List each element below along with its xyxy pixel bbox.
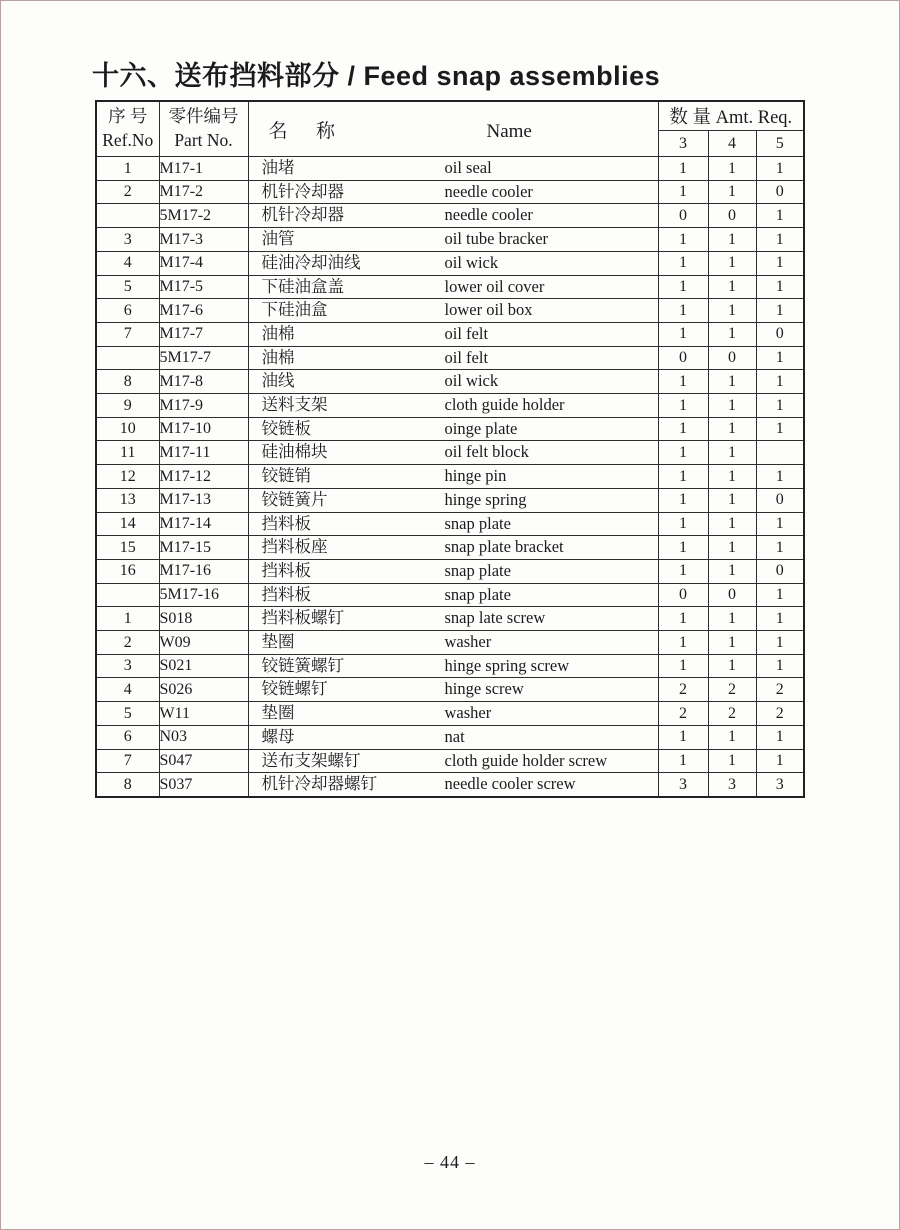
name-chinese: 送料支架 xyxy=(261,395,328,415)
qty-5-cell: 1 xyxy=(756,631,804,655)
header-size-5: 5 xyxy=(756,131,804,157)
part-no-cell: 5M17-16 xyxy=(159,583,248,607)
name-english: snap late screw xyxy=(444,608,546,628)
part-no-cell: S037 xyxy=(159,773,248,797)
ref-no-cell: 6 xyxy=(96,725,159,749)
part-no-cell: M17-12 xyxy=(159,465,248,489)
ref-no-cell: 2 xyxy=(96,631,159,655)
qty-4-cell: 1 xyxy=(708,417,756,441)
ref-no-cell: 16 xyxy=(96,559,159,583)
ref-no-cell: 7 xyxy=(96,322,159,346)
name-english: hinge spring screw xyxy=(444,655,570,675)
header-size-3: 3 xyxy=(658,131,708,157)
qty-3-cell: 1 xyxy=(658,725,708,749)
name-cell xyxy=(248,654,658,678)
page-title: 十六、送布挡料部分 / Feed snap assemblies xyxy=(92,61,661,91)
name-cell xyxy=(248,204,658,228)
table-row xyxy=(96,678,804,702)
qty-4-cell: 0 xyxy=(708,346,756,370)
table-row xyxy=(96,702,804,726)
ref-no-cell: 11 xyxy=(96,441,159,465)
name-chinese: 油堵 xyxy=(261,158,295,177)
name-english: hinge pin xyxy=(444,466,507,486)
ref-no-cell: 2 xyxy=(96,180,159,204)
name-cell xyxy=(248,583,658,607)
part-no-cell: M17-9 xyxy=(159,394,248,418)
qty-5-cell: 0 xyxy=(756,180,804,204)
name-chinese: 铰链螺钉 xyxy=(261,679,328,699)
name-english: washer xyxy=(444,632,492,652)
qty-3-cell: 1 xyxy=(658,370,708,394)
part-no-cell: M17-2 xyxy=(159,180,248,204)
name-cell xyxy=(248,180,658,204)
parts-table-body xyxy=(96,157,804,797)
part-no-cell: M17-5 xyxy=(159,275,248,299)
qty-5-cell: 0 xyxy=(756,559,804,583)
ref-no-cell: 8 xyxy=(96,773,159,797)
qty-3-cell: 1 xyxy=(658,322,708,346)
name-english: hinge spring xyxy=(444,489,527,509)
name-cell xyxy=(248,299,658,323)
page-number: – 44 – xyxy=(424,1152,476,1172)
ref-no-cell xyxy=(96,204,159,228)
name-cell xyxy=(248,678,658,702)
part-no-cell: M17-4 xyxy=(159,251,248,275)
name-english: snap plate xyxy=(444,584,511,604)
qty-5-cell: 1 xyxy=(756,417,804,441)
qty-5-cell: 1 xyxy=(756,465,804,489)
qty-5-cell: 0 xyxy=(756,322,804,346)
name-cell xyxy=(248,749,658,773)
header-name-cn: 名 称 xyxy=(268,120,336,142)
ref-no-cell xyxy=(96,346,159,370)
ref-no-cell: 15 xyxy=(96,536,159,560)
qty-4-cell: 0 xyxy=(708,204,756,228)
part-no-cell: M17-3 xyxy=(159,228,248,252)
qty-5-cell: 1 xyxy=(756,299,804,323)
name-cell xyxy=(248,536,658,560)
name-chinese: 送布支架螺钉 xyxy=(261,750,361,770)
qty-5-cell: 1 xyxy=(756,346,804,370)
name-english: washer xyxy=(444,703,492,723)
ref-no-cell: 10 xyxy=(96,417,159,441)
table-row xyxy=(96,251,804,275)
part-no-cell: S021 xyxy=(159,654,248,678)
name-chinese: 挡料板座 xyxy=(261,537,328,557)
name-cell xyxy=(248,773,658,797)
qty-4-cell: 1 xyxy=(708,607,756,631)
name-english: snap plate xyxy=(444,513,511,533)
header-part-no xyxy=(159,101,248,157)
name-cell xyxy=(248,251,658,275)
qty-4-cell: 3 xyxy=(708,773,756,797)
header-amt-req: 数 量 Amt. Req. xyxy=(658,101,804,131)
qty-3-cell: 1 xyxy=(658,465,708,489)
qty-5-cell: 1 xyxy=(756,157,804,181)
name-chinese: 机针冷却器 xyxy=(261,205,344,225)
ref-no-cell: 1 xyxy=(96,607,159,631)
qty-5-cell xyxy=(756,441,804,465)
name-chinese: 铰链簧片 xyxy=(261,489,328,509)
part-no-cell: M17-6 xyxy=(159,299,248,323)
part-no-cell: N03 xyxy=(159,725,248,749)
name-chinese: 油棉 xyxy=(261,347,295,367)
name-chinese: 铰链销 xyxy=(261,466,311,486)
qty-3-cell: 1 xyxy=(658,228,708,252)
parts-table xyxy=(95,100,805,798)
parts-table-header xyxy=(96,101,804,157)
ref-no-cell: 5 xyxy=(96,275,159,299)
qty-4-cell: 1 xyxy=(708,322,756,346)
qty-4-cell: 1 xyxy=(708,157,756,181)
name-cell xyxy=(248,228,658,252)
qty-4-cell: 1 xyxy=(708,488,756,512)
part-no-cell: 5M17-7 xyxy=(159,346,248,370)
name-english: lower oil cover xyxy=(444,276,545,296)
name-chinese: 油管 xyxy=(261,229,295,249)
qty-4-cell: 0 xyxy=(708,583,756,607)
qty-3-cell: 1 xyxy=(658,417,708,441)
ref-no-cell: 6 xyxy=(96,299,159,323)
header-part-en: Part No. xyxy=(174,130,233,150)
part-no-cell: M17-1 xyxy=(159,157,248,181)
table-row xyxy=(96,346,804,370)
name-english: oil tube bracker xyxy=(444,229,549,249)
qty-4-cell: 1 xyxy=(708,749,756,773)
qty-3-cell: 1 xyxy=(658,607,708,631)
qty-4-cell: 2 xyxy=(708,702,756,726)
table-row xyxy=(96,559,804,583)
part-no-cell: M17-8 xyxy=(159,370,248,394)
ref-no-cell xyxy=(96,583,159,607)
name-english: hinge screw xyxy=(444,679,524,699)
qty-3-cell: 1 xyxy=(658,749,708,773)
name-chinese: 下硅油盒 xyxy=(261,300,328,320)
qty-4-cell: 1 xyxy=(708,228,756,252)
qty-5-cell: 1 xyxy=(756,536,804,560)
qty-5-cell: 1 xyxy=(756,204,804,228)
name-chinese: 挡料板 xyxy=(261,513,311,533)
name-chinese: 垫圈 xyxy=(261,632,295,652)
ref-no-cell: 4 xyxy=(96,251,159,275)
header-ref-cn: 序 号 xyxy=(108,106,148,127)
name-cell xyxy=(248,702,658,726)
name-chinese: 油棉 xyxy=(261,323,295,343)
part-no-cell: S018 xyxy=(159,607,248,631)
ref-no-cell: 3 xyxy=(96,654,159,678)
name-english: oil felt xyxy=(444,323,489,343)
name-english: needle cooler screw xyxy=(444,774,576,794)
qty-5-cell: 0 xyxy=(756,488,804,512)
ref-no-cell: 8 xyxy=(96,370,159,394)
qty-4-cell: 1 xyxy=(708,465,756,489)
part-no-cell: M17-16 xyxy=(159,559,248,583)
qty-3-cell: 1 xyxy=(658,251,708,275)
name-english: snap plate xyxy=(444,560,511,580)
qty-3-cell: 1 xyxy=(658,536,708,560)
ref-no-cell: 14 xyxy=(96,512,159,536)
qty-5-cell: 1 xyxy=(756,654,804,678)
ref-no-cell: 1 xyxy=(96,157,159,181)
name-chinese: 油线 xyxy=(261,371,295,391)
table-row xyxy=(96,583,804,607)
qty-3-cell: 1 xyxy=(658,275,708,299)
name-english: cloth guide holder xyxy=(444,395,565,415)
table-row xyxy=(96,370,804,394)
name-english: oil wick xyxy=(444,252,499,272)
part-no-cell: M17-11 xyxy=(159,441,248,465)
name-english: oinge plate xyxy=(444,418,518,438)
ref-no-cell: 13 xyxy=(96,488,159,512)
ref-no-cell: 4 xyxy=(96,678,159,702)
header-name xyxy=(248,101,658,157)
name-english: needle cooler xyxy=(444,181,533,201)
name-cell xyxy=(248,559,658,583)
table-row xyxy=(96,204,804,228)
header-part-cn: 零件编号 xyxy=(168,106,239,127)
qty-4-cell: 1 xyxy=(708,180,756,204)
qty-5-cell: 2 xyxy=(756,702,804,726)
name-chinese: 硅油冷却油线 xyxy=(261,252,361,272)
qty-4-cell: 1 xyxy=(708,441,756,465)
qty-3-cell: 1 xyxy=(658,180,708,204)
name-english: oil felt xyxy=(444,347,489,367)
qty-4-cell: 1 xyxy=(708,631,756,655)
ref-no-cell: 9 xyxy=(96,394,159,418)
qty-4-cell: 1 xyxy=(708,275,756,299)
qty-5-cell: 3 xyxy=(756,773,804,797)
qty-3-cell: 0 xyxy=(658,204,708,228)
qty-4-cell: 1 xyxy=(708,512,756,536)
table-row xyxy=(96,275,804,299)
ref-no-cell: 3 xyxy=(96,228,159,252)
table-row xyxy=(96,512,804,536)
name-cell xyxy=(248,370,658,394)
table-row xyxy=(96,773,804,797)
header-name-en: Name xyxy=(486,120,532,142)
qty-5-cell: 1 xyxy=(756,251,804,275)
name-english: lower oil box xyxy=(444,300,533,320)
name-cell xyxy=(248,322,658,346)
name-english: oil seal xyxy=(444,158,492,177)
qty-4-cell: 1 xyxy=(708,536,756,560)
table-row xyxy=(96,157,804,181)
qty-5-cell: 1 xyxy=(756,583,804,607)
qty-5-cell: 1 xyxy=(756,725,804,749)
qty-3-cell: 2 xyxy=(658,678,708,702)
qty-3-cell: 0 xyxy=(658,346,708,370)
header-ref-no xyxy=(96,101,159,157)
header-ref-en: Ref.No xyxy=(102,130,154,150)
name-chinese: 硅油棉块 xyxy=(261,442,328,462)
qty-4-cell: 1 xyxy=(708,559,756,583)
qty-3-cell: 1 xyxy=(658,441,708,465)
qty-5-cell: 1 xyxy=(756,370,804,394)
part-no-cell: S026 xyxy=(159,678,248,702)
name-cell xyxy=(248,512,658,536)
table-row xyxy=(96,631,804,655)
name-cell xyxy=(248,394,658,418)
qty-4-cell: 1 xyxy=(708,251,756,275)
qty-5-cell: 1 xyxy=(756,228,804,252)
qty-4-cell: 1 xyxy=(708,725,756,749)
name-cell xyxy=(248,465,658,489)
qty-5-cell: 1 xyxy=(756,394,804,418)
name-chinese: 机针冷却器螺钉 xyxy=(261,774,377,794)
table-row xyxy=(96,607,804,631)
name-cell xyxy=(248,725,658,749)
qty-5-cell: 1 xyxy=(756,607,804,631)
ref-no-cell: 7 xyxy=(96,749,159,773)
part-no-cell: W09 xyxy=(159,631,248,655)
table-row xyxy=(96,488,804,512)
name-chinese: 垫圈 xyxy=(261,703,295,723)
qty-5-cell: 1 xyxy=(756,749,804,773)
part-no-cell: 5M17-2 xyxy=(159,204,248,228)
table-row xyxy=(96,394,804,418)
name-chinese: 铰链簧螺钉 xyxy=(261,655,344,675)
part-no-cell: M17-14 xyxy=(159,512,248,536)
name-cell xyxy=(248,275,658,299)
name-english: cloth guide holder screw xyxy=(444,750,608,770)
ref-no-cell: 5 xyxy=(96,702,159,726)
table-row xyxy=(96,322,804,346)
table-row xyxy=(96,441,804,465)
table-row xyxy=(96,536,804,560)
table-row xyxy=(96,299,804,323)
table-row xyxy=(96,465,804,489)
part-no-cell: M17-13 xyxy=(159,488,248,512)
ref-no-cell: 12 xyxy=(96,465,159,489)
part-no-cell: M17-15 xyxy=(159,536,248,560)
qty-3-cell: 1 xyxy=(658,559,708,583)
name-chinese: 挡料板 xyxy=(261,560,311,580)
qty-5-cell: 1 xyxy=(756,512,804,536)
name-chinese: 铰链板 xyxy=(261,418,311,438)
name-cell xyxy=(248,157,658,181)
qty-4-cell: 1 xyxy=(708,299,756,323)
qty-3-cell: 2 xyxy=(658,702,708,726)
table-row xyxy=(96,725,804,749)
name-english: snap plate bracket xyxy=(444,537,564,557)
name-chinese: 下硅油盒盖 xyxy=(261,276,344,296)
part-no-cell: S047 xyxy=(159,749,248,773)
qty-3-cell: 1 xyxy=(658,488,708,512)
qty-3-cell: 1 xyxy=(658,394,708,418)
name-cell xyxy=(248,607,658,631)
qty-3-cell: 1 xyxy=(658,299,708,323)
table-row xyxy=(96,417,804,441)
qty-3-cell: 3 xyxy=(658,773,708,797)
name-cell xyxy=(248,346,658,370)
name-chinese: 机针冷却器 xyxy=(261,181,344,201)
qty-5-cell: 1 xyxy=(756,275,804,299)
qty-4-cell: 1 xyxy=(708,394,756,418)
name-english: needle cooler xyxy=(444,205,533,225)
name-cell xyxy=(248,441,658,465)
name-chinese: 螺母 xyxy=(261,726,295,746)
name-cell xyxy=(248,631,658,655)
name-chinese: 挡料板螺钉 xyxy=(261,608,344,628)
qty-4-cell: 1 xyxy=(708,370,756,394)
qty-3-cell: 1 xyxy=(658,631,708,655)
qty-4-cell: 1 xyxy=(708,654,756,678)
header-size-4: 4 xyxy=(708,131,756,157)
name-chinese: 挡料板 xyxy=(261,584,311,604)
name-english: oil felt block xyxy=(444,442,529,462)
table-row xyxy=(96,749,804,773)
qty-5-cell: 2 xyxy=(756,678,804,702)
part-no-cell: M17-10 xyxy=(159,417,248,441)
name-cell xyxy=(248,488,658,512)
table-row xyxy=(96,228,804,252)
part-no-cell: M17-7 xyxy=(159,322,248,346)
qty-3-cell: 0 xyxy=(658,583,708,607)
qty-4-cell: 2 xyxy=(708,678,756,702)
qty-3-cell: 1 xyxy=(658,654,708,678)
qty-3-cell: 1 xyxy=(658,157,708,181)
qty-3-cell: 1 xyxy=(658,512,708,536)
name-cell xyxy=(248,417,658,441)
name-english: nat xyxy=(444,726,465,746)
table-row xyxy=(96,180,804,204)
name-english: oil wick xyxy=(444,371,499,391)
table-row xyxy=(96,654,804,678)
part-no-cell: W11 xyxy=(159,702,248,726)
